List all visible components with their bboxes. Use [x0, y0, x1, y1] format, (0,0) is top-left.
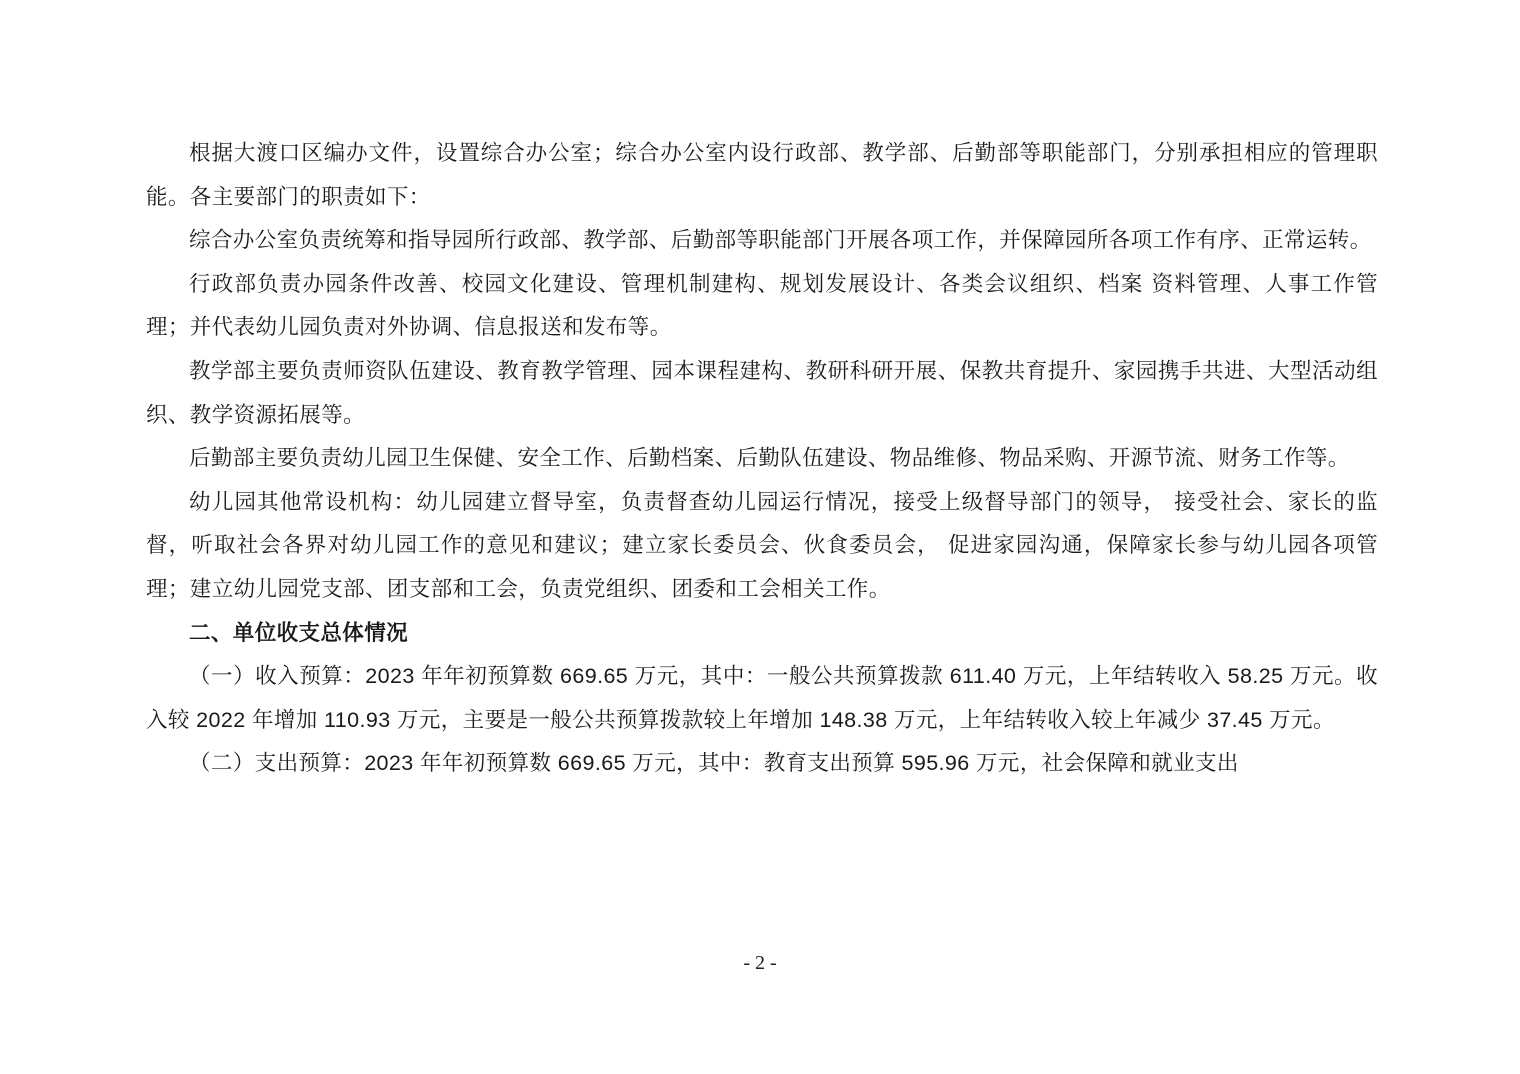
page-number: - 2 - — [743, 952, 777, 974]
paragraph-administration-dept: 行政部负责办园条件改善、校园文化建设、管理机制建构、规划发展设计、各类会议组织、档案 资料管理、人事工作管理；并代表幼儿园负责对外协调、信息报送和发布等。 — [146, 271, 1378, 341]
paragraph-department-setup: 根据大渡口区编办文件，设置综合办公室；综合办公室内设行政部、教学部、后勤部等职能部门，分别承担相应的管理职能。各主要部门的职责如下： — [146, 141, 1378, 210]
paragraph-other-institutions: 幼儿园其他常设机构：幼儿园建立督导室，负责督查幼儿园运行情况，接受上级督导部门的领导， 接受社会、家长的监督，听取社会各界对幼儿园工作的意见和建议；建立家长委员会、伙食委员会， 促进家园沟通，保障家长参与幼儿园各项管理；建立幼儿园党支部、团支部和工会，负责党组织、团委和工会相关工作。 — [146, 489, 1378, 602]
paragraph-general-office: 综合办公室负责统筹和指导园所行政部、教学部、后勤部等职能部门开展各项工作，并保障园所各项工作有序、正常运转。 — [189, 228, 1372, 254]
section-heading: 二、单位收支总体情况 — [189, 620, 409, 646]
paragraph-expenditure-budget: （二）支出预算：2023 年年初预算数 669.65 万元，其中：教育支出预算 595.96 万元，社会保障和就业支出 — [189, 751, 1239, 776]
paragraph-teaching-dept: 教学部主要负责师资队伍建设、教育教学管理、园本课程建构、教研科研开展、保教共育提升、家园携手共进、大型活动组织、教学资源拓展等。 — [146, 358, 1378, 428]
paragraph-logistics-dept: 后勤部主要负责幼儿园卫生保健、安全工作、后勤档案、后勤队伍建设、物品维修、物品采购、开源节流、财务工作等。 — [189, 446, 1350, 472]
document-body — [146, 132, 1378, 786]
paragraph-income-budget: （一）收入预算：2023 年年初预算数 669.65 万元，其中：一般公共预算拨款 611.40 万元，上年结转收入 58.25 万元。收入较 2022 年增加 110.93 万元，主要是一般公共预算拨款较上年增加 148.38 万元，上年结转收入较上年减少 37.45 万元。 — [146, 664, 1378, 732]
